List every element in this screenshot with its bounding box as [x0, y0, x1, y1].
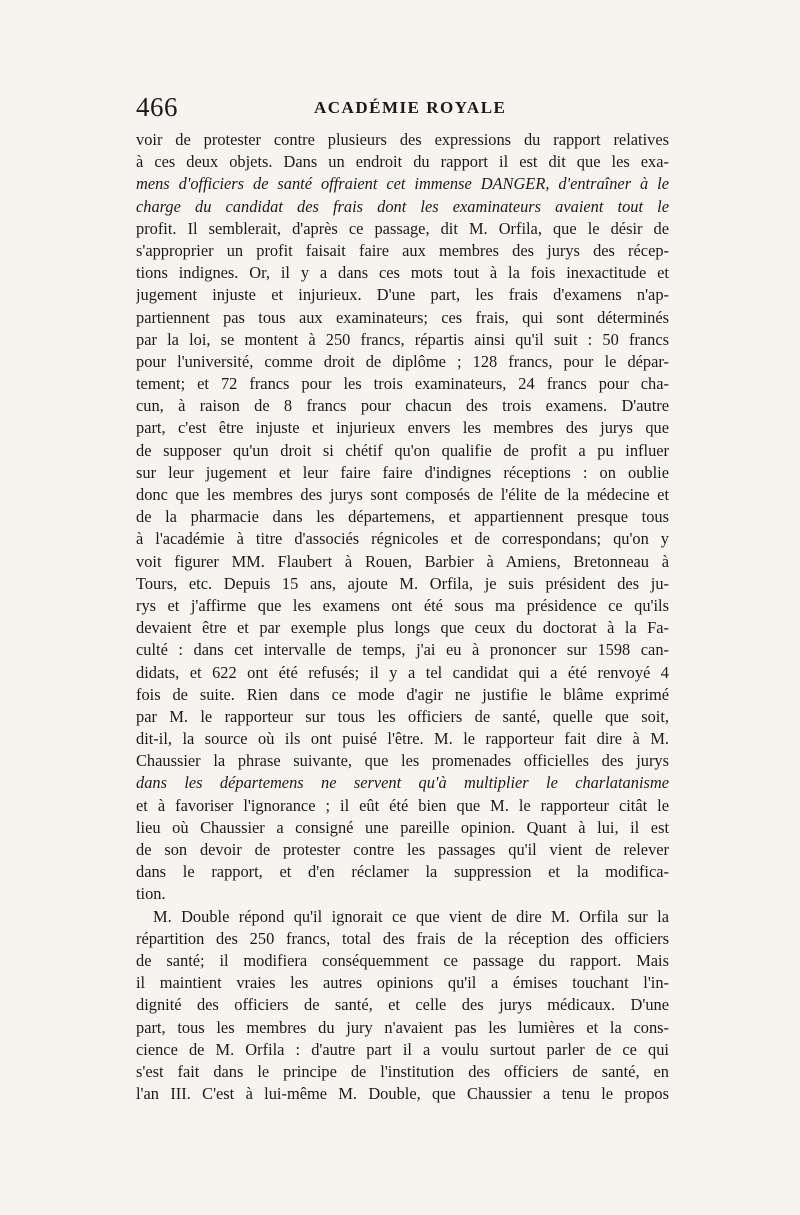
text-line: part, tous les membres du jury n'avaient pas les lumières et la cons-: [136, 1017, 669, 1037]
text-line: part, c'est être injuste et injurieux envers les membres des jurys que: [136, 418, 669, 438]
text-line: répartition des 250 francs, total des frais de la réception des officiers: [136, 928, 669, 948]
paragraph-start-line: M. Double répond qu'il ignorait ce que vient de dire M. Orfila sur la: [153, 906, 669, 926]
text-line: lieu où Chaussier a consigné une pareille opinion. Quant à lui, il est: [136, 817, 669, 837]
text-line: pour l'université, comme droit de diplôme ; 128 francs, pour le dépar-: [136, 351, 669, 371]
text-line: dans le rapport, et d'en réclamer la suppression et la modifica-: [136, 862, 669, 882]
text-line: à ces deux objets. Dans un endroit du rapport il est dit que les exa-: [136, 152, 669, 172]
text-line: voir de protester contre plusieurs des expressions du rapport relatives: [136, 130, 669, 149]
text-line: devaient être et par exemple plus longs que ceux du doctorat à la Fa-: [136, 618, 669, 638]
text-line: partiennent pas tous aux examinateurs; ces frais, qui sont déterminés: [136, 307, 669, 327]
text-line: charge du candidat des frais dont les examinateurs avaient tout le: [136, 196, 669, 216]
text-line: rys et j'affirme que les examens ont été sous ma présidence ce qu'ils: [136, 595, 669, 615]
running-title: ACADÉMIE ROYALE: [314, 98, 507, 117]
text-line: cience de M. Orfila : d'autre part il a voulu surtout parler de ce qui: [136, 1039, 669, 1059]
text-line: dans les départemens ne servent qu'à multiplier le charlatanisme: [136, 773, 669, 793]
text-line: didats, et 622 ont été refusés; il y a tel candidat qui a été renvoyé 4: [136, 662, 669, 682]
text-line: et à favoriser l'ignorance ; il eût été bien que M. le rapporteur citât le: [136, 795, 669, 815]
text-line: par la loi, se montent à 250 francs, répartis ainsi qu'il suit : 50 francs: [136, 329, 669, 349]
body-text: [136, 129, 669, 1105]
text-line: de son devoir de protester contre les passages qu'il vient de relever: [136, 840, 669, 859]
text-line: Tours, etc. Depuis 15 ans, ajoute M. Orfila, je suis président des ju-: [136, 573, 669, 593]
text-line: de la pharmacie dans les départemens, et appartiennent presque tous: [136, 507, 669, 527]
text-line: s'est fait dans le principe de l'institution des officiers de santé, en: [136, 1061, 669, 1081]
text-line: donc que les membres des jurys sont composés de l'élite de la médecine et: [136, 485, 669, 504]
text-line: de supposer qu'un droit si chétif qu'on qualifie de profit a pu influer: [136, 440, 669, 460]
text-line: voit figurer MM. Flaubert à Rouen, Barbier à Amiens, Bretonneau à: [136, 551, 669, 571]
text-line: dit-il, la source où ils ont puisé l'être. M. le rapporteur fait dire à M.: [136, 729, 669, 749]
text-line: s'approprier un profit faisait faire aux membres des jurys des récep-: [136, 240, 669, 260]
text-line: de santé; il modifiera conséquemment ce passage du rapport. Mais: [136, 950, 669, 970]
text-line: Chaussier la phrase suivante, que les promenades officielles des jurys: [136, 751, 669, 771]
text-line: dignité des officiers de santé, et celle des jurys médicaux. D'une: [136, 995, 669, 1015]
text-line: l'an III. C'est à lui-même M. Double, que Chaussier a tenu le propos: [136, 1084, 669, 1104]
text-line: culté : dans cet intervalle de temps, j'ai eu à prononcer sur 1598 can-: [136, 640, 669, 660]
text-line: profit. Il semblerait, d'après ce passage, dit M. Orfila, que le désir de: [136, 218, 669, 238]
text-line: à l'académie à titre d'associés régnicoles et de correspondans; qu'on y: [136, 529, 669, 549]
text-line: cun, à raison de 8 francs pour chacun des trois examens. D'autre: [136, 396, 669, 416]
paragraph-end-line: tion.: [136, 884, 166, 904]
text-line: par M. le rapporteur sur tous les officiers de santé, quelle que soit,: [136, 706, 669, 726]
text-line: mens d'officiers de santé offraient cet immense DANGER, d'entraîner à le: [136, 174, 669, 194]
text-line: jugement injuste et injurieux. D'une part, les frais d'examens n'ap-: [136, 285, 669, 305]
text-line: tement; et 72 francs pour les trois examinateurs, 24 francs pour cha-: [136, 374, 669, 394]
page-header: [136, 92, 666, 122]
text-line: sur leur jugement et leur faire faire d'indignes réceptions : on oublie: [136, 462, 669, 482]
text-line: fois de suite. Rien dans ce mode d'agir ne justifie le blâme exprimé: [136, 684, 669, 704]
text-line: il maintient vraies les autres opinions qu'il a émises touchant l'in-: [136, 973, 669, 993]
text-line: tions indignes. Or, il y a dans ces mots tout à la fois inexactitude et: [136, 263, 669, 283]
page-number: 466: [136, 92, 178, 122]
